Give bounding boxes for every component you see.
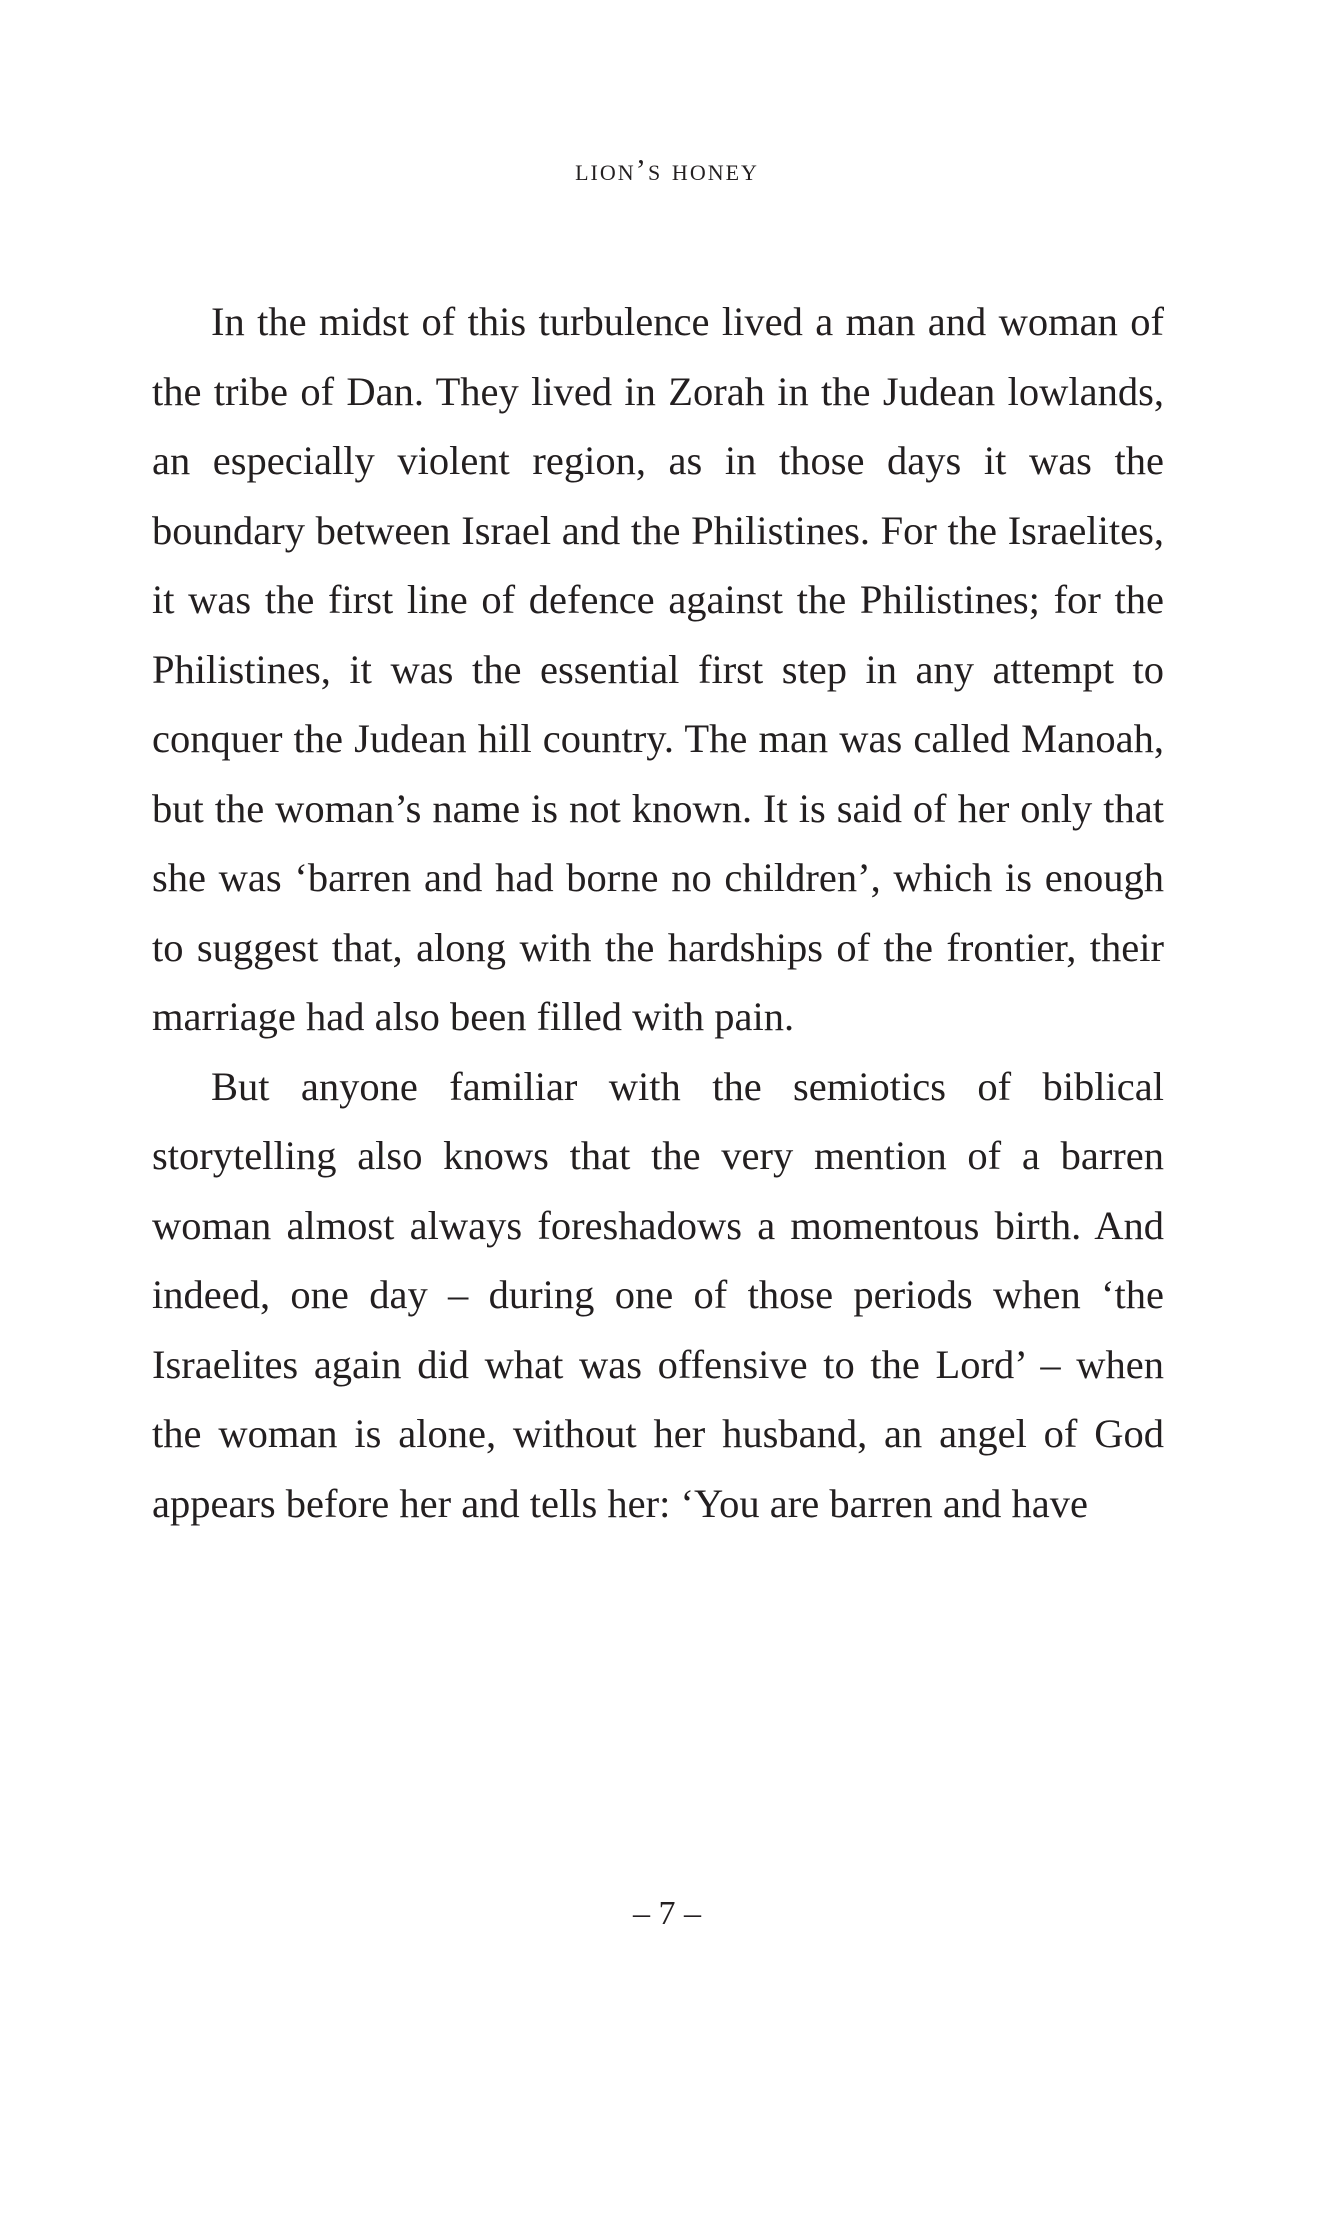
paragraph-2: But anyone familiar with the semiotics of biblical storytelling also knows that the very mention of a barren woman almost always foreshadows a momentous birth. And indeed, one day – during one of those periods when ‘the Israelites again did what was offensive to the Lord’ – when the woman is alone, without her husband, an angel of God appears before her and tells her: ‘You are barren and have — [152, 1063, 1164, 1526]
running-head: lion’s honey — [575, 152, 759, 187]
body-text — [152, 287, 1164, 1538]
paragraph-1: In the midst of this turbulence lived a man and woman of the tribe of Dan. They lived in Zorah in the Judean lowlands, an especially violent region, as in those days it was the boundary between Israel and the Philistines. For the Israelites, it was the first line of defence against the Philistines; for the Philistines, it was the essential first step in any attempt to conquer the Judean hill country. The man was called Manoah, but the woman’s name is not known. It is said of her only that she was ‘barren and had borne no children’, which is enough to suggest that, along with the hardships of the frontier, their marriage had also been filled with pain. — [152, 299, 1164, 1039]
page-number: – 7 – — [633, 1895, 701, 1932]
